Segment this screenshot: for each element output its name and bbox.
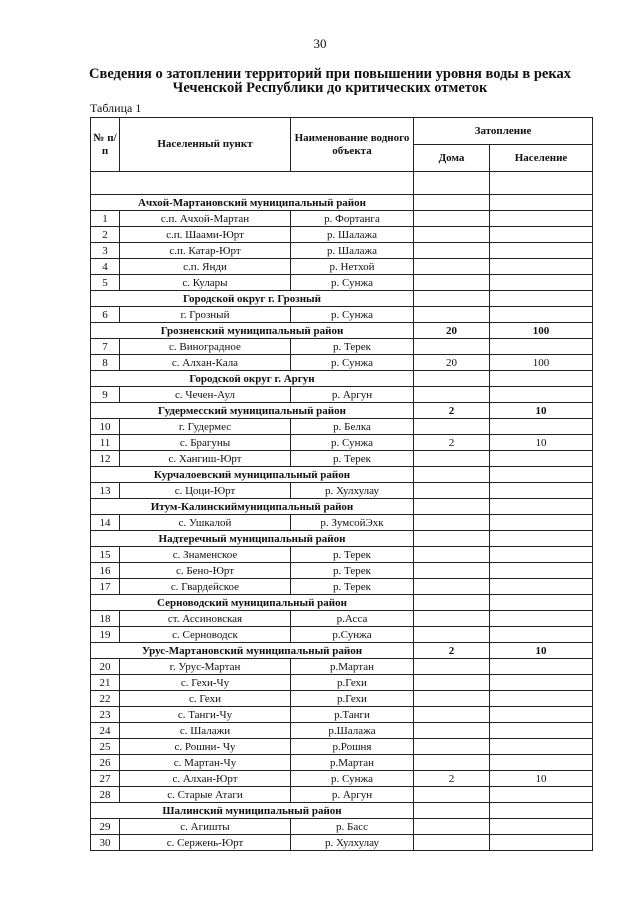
row-number: 19: [91, 627, 120, 643]
population-cell: [490, 419, 593, 435]
district-name: Серноводский муниципальный район: [91, 595, 414, 611]
water-object-cell: р. Нетхой: [291, 259, 414, 275]
houses-cell: [414, 195, 490, 211]
table-row: [91, 579, 593, 595]
table-row: [91, 307, 593, 323]
houses-cell: [414, 275, 490, 291]
population-cell: 100: [490, 323, 593, 339]
water-object-cell: р.Асса: [291, 611, 414, 627]
houses-cell: [414, 691, 490, 707]
population-cell: [490, 563, 593, 579]
houses-cell: [414, 483, 490, 499]
row-number: 8: [91, 355, 120, 371]
water-object-cell: р.Сунжа: [291, 627, 414, 643]
houses-cell: [414, 739, 490, 755]
row-number: 28: [91, 787, 120, 803]
district-name: Гудермесский муниципальный район: [91, 403, 414, 419]
table-body: [91, 172, 593, 851]
district-row: [91, 291, 593, 307]
district-row: [91, 643, 593, 659]
row-number: 26: [91, 755, 120, 771]
water-object-cell: р. Сунжа: [291, 435, 414, 451]
houses-cell: [414, 467, 490, 483]
settlement-cell: с. Гвардейское: [120, 579, 291, 595]
population-cell: [490, 579, 593, 595]
water-object-cell: р. Сунжа: [291, 355, 414, 371]
water-object-cell: р. Терек: [291, 451, 414, 467]
population-cell: [490, 291, 593, 307]
water-object-cell: р. Сунжа: [291, 307, 414, 323]
population-cell: 10: [490, 643, 593, 659]
settlement-cell: с. Знаменское: [120, 547, 291, 563]
table-row: [91, 707, 593, 723]
water-object-cell: р.Мартан: [291, 659, 414, 675]
row-number: 18: [91, 611, 120, 627]
water-object-cell: р.Гехи: [291, 691, 414, 707]
row-number: 20: [91, 659, 120, 675]
row-number: 3: [91, 243, 120, 259]
population-cell: [490, 707, 593, 723]
houses-cell: [414, 659, 490, 675]
table-row: [91, 435, 593, 451]
houses-cell: [414, 499, 490, 515]
houses-cell: [414, 387, 490, 403]
settlement-cell: ст. Ассиновская: [120, 611, 291, 627]
population-cell: [490, 275, 593, 291]
houses-cell: [414, 227, 490, 243]
water-object-cell: р. Сунжа: [291, 771, 414, 787]
population-cell: 10: [490, 403, 593, 419]
water-object-cell: р. Белка: [291, 419, 414, 435]
houses-cell: [414, 547, 490, 563]
row-number: 7: [91, 339, 120, 355]
water-object-cell: р. ЗумсойЭхк: [291, 515, 414, 531]
title-line-1: Сведения о затоплении территорий при повышении уровня воды в реках: [89, 66, 571, 82]
row-number: 15: [91, 547, 120, 563]
water-object-cell: р.Танги: [291, 707, 414, 723]
settlement-cell: с. Серноводск: [120, 627, 291, 643]
table-row: [91, 627, 593, 643]
district-row: [91, 595, 593, 611]
houses-cell: 2: [414, 403, 490, 419]
district-row: [91, 403, 593, 419]
document-title: [60, 67, 600, 95]
row-number: 1: [91, 211, 120, 227]
settlement-cell: с. Хангиш-Юрт: [120, 451, 291, 467]
water-object-cell: р. Басс: [291, 819, 414, 835]
table-row: [91, 259, 593, 275]
population-cell: [490, 259, 593, 275]
population-cell: [490, 739, 593, 755]
row-number: 25: [91, 739, 120, 755]
district-row: [91, 371, 593, 387]
settlement-cell: с.п. Шаами-Юрт: [120, 227, 291, 243]
district-name: Урус-Мартановский муниципальный район: [91, 643, 414, 659]
table-row: [91, 835, 593, 851]
houses-cell: [414, 675, 490, 691]
population-cell: [490, 547, 593, 563]
settlement-cell: с. Рошни- Чу: [120, 739, 291, 755]
settlement-cell: с. Сержень-Юрт: [120, 835, 291, 851]
table-row: [91, 819, 593, 835]
water-object-cell: р. Аргун: [291, 387, 414, 403]
settlement-cell: с.п. Янди: [120, 259, 291, 275]
table-row: [91, 691, 593, 707]
spacer-cell: [490, 172, 593, 195]
table-row: [91, 563, 593, 579]
row-number: 17: [91, 579, 120, 595]
water-object-cell: р. Терек: [291, 579, 414, 595]
table-row: [91, 515, 593, 531]
table-row: [91, 451, 593, 467]
table-row: [91, 483, 593, 499]
population-cell: [490, 451, 593, 467]
population-cell: [490, 499, 593, 515]
water-object-cell: р.Гехи: [291, 675, 414, 691]
row-number: 2: [91, 227, 120, 243]
table-row: [91, 275, 593, 291]
water-object-cell: р. Шалажа: [291, 243, 414, 259]
population-cell: 10: [490, 771, 593, 787]
water-object-cell: р.Рошня: [291, 739, 414, 755]
table-row: [91, 227, 593, 243]
district-name: Надтеречный муниципальный район: [91, 531, 414, 547]
houses-cell: [414, 451, 490, 467]
houses-cell: [414, 755, 490, 771]
houses-cell: [414, 259, 490, 275]
water-object-cell: р. Шалажа: [291, 227, 414, 243]
settlement-cell: с. Виноградное: [120, 339, 291, 355]
settlement-cell: с. Гехи-Чу: [120, 675, 291, 691]
settlement-cell: с. Старые Атаги: [120, 787, 291, 803]
population-cell: 100: [490, 355, 593, 371]
district-row: [91, 803, 593, 819]
houses-cell: 20: [414, 323, 490, 339]
population-cell: 10: [490, 435, 593, 451]
table-row: [91, 675, 593, 691]
settlement-cell: с.п. Катар-Юрт: [120, 243, 291, 259]
settlement-cell: с. Танги-Чу: [120, 707, 291, 723]
table-row: [91, 211, 593, 227]
houses-cell: [414, 515, 490, 531]
population-cell: [490, 483, 593, 499]
settlement-cell: с. Шалажи: [120, 723, 291, 739]
table-row: [91, 355, 593, 371]
population-cell: [490, 627, 593, 643]
spacer-row: [91, 172, 593, 195]
houses-cell: [414, 419, 490, 435]
houses-cell: [414, 563, 490, 579]
district-row: [91, 531, 593, 547]
population-cell: [490, 755, 593, 771]
population-cell: [490, 339, 593, 355]
row-number: 14: [91, 515, 120, 531]
district-row: [91, 195, 593, 211]
header-water-object: Наименование водного объекта: [291, 118, 414, 172]
population-cell: [490, 659, 593, 675]
houses-cell: [414, 579, 490, 595]
population-cell: [490, 691, 593, 707]
row-number: 16: [91, 563, 120, 579]
houses-cell: [414, 819, 490, 835]
houses-cell: [414, 307, 490, 323]
settlement-cell: с. Чечен-Аул: [120, 387, 291, 403]
population-cell: [490, 611, 593, 627]
row-number: 9: [91, 387, 120, 403]
settlement-cell: с.п. Ачхой-Мартан: [120, 211, 291, 227]
population-cell: [490, 243, 593, 259]
settlement-cell: г. Урус-Мартан: [120, 659, 291, 675]
table-row: [91, 787, 593, 803]
row-number: 22: [91, 691, 120, 707]
water-object-cell: р.Мартан: [291, 755, 414, 771]
houses-cell: [414, 243, 490, 259]
settlement-cell: г. Грозный: [120, 307, 291, 323]
flooding-table: [90, 117, 593, 851]
row-number: 6: [91, 307, 120, 323]
houses-cell: [414, 371, 490, 387]
table-label: Таблица 1: [90, 101, 142, 115]
houses-cell: 2: [414, 771, 490, 787]
row-number: 23: [91, 707, 120, 723]
population-cell: [490, 819, 593, 835]
district-name: Итум-Калинскиймуниципальный район: [91, 499, 414, 515]
row-number: 12: [91, 451, 120, 467]
table-row: [91, 547, 593, 563]
header-settlement: Населенный пункт: [120, 118, 291, 172]
header-population: Население: [490, 145, 593, 172]
row-number: 29: [91, 819, 120, 835]
houses-cell: [414, 707, 490, 723]
row-number: 30: [91, 835, 120, 851]
houses-cell: 2: [414, 435, 490, 451]
district-name: Грозненский муниципальный район: [91, 323, 414, 339]
houses-cell: [414, 531, 490, 547]
district-name: Шалинский муниципальный район: [91, 803, 414, 819]
water-object-cell: р. Хулхулау: [291, 483, 414, 499]
houses-cell: [414, 835, 490, 851]
page-number: 30: [313, 36, 327, 51]
houses-cell: 20: [414, 355, 490, 371]
population-cell: [490, 531, 593, 547]
water-object-cell: р. Хулхулау: [291, 835, 414, 851]
houses-cell: [414, 291, 490, 307]
population-cell: [490, 227, 593, 243]
spacer-cell: [414, 172, 490, 195]
header-num: № п/п: [91, 118, 120, 172]
houses-cell: [414, 787, 490, 803]
district-name: Курчалоевский муниципальный район: [91, 467, 414, 483]
population-cell: [490, 835, 593, 851]
row-number: 24: [91, 723, 120, 739]
houses-cell: [414, 595, 490, 611]
district-row: [91, 323, 593, 339]
population-cell: [490, 211, 593, 227]
table-row: [91, 243, 593, 259]
settlement-cell: с. Ушкалой: [120, 515, 291, 531]
district-row: [91, 467, 593, 483]
district-name: Ачхой-Мартановский муниципальный район: [91, 195, 414, 211]
water-object-cell: р. Терек: [291, 547, 414, 563]
settlement-cell: с. Гехи: [120, 691, 291, 707]
water-object-cell: р. Фортанга: [291, 211, 414, 227]
population-cell: [490, 195, 593, 211]
houses-cell: [414, 611, 490, 627]
population-cell: [490, 595, 593, 611]
population-cell: [490, 387, 593, 403]
water-object-cell: р. Терек: [291, 339, 414, 355]
settlement-cell: с. Брагуны: [120, 435, 291, 451]
row-number: 21: [91, 675, 120, 691]
water-object-cell: р.Шалажа: [291, 723, 414, 739]
table-row: [91, 339, 593, 355]
settlement-cell: с. Алхан-Юрт: [120, 771, 291, 787]
title-line-2: Чеченской Республики до критических отметок: [172, 80, 488, 96]
houses-cell: 2: [414, 643, 490, 659]
row-number: 10: [91, 419, 120, 435]
table-row: [91, 723, 593, 739]
houses-cell: [414, 211, 490, 227]
district-name: Городской округ г. Грозный: [91, 291, 414, 307]
table-row: [91, 387, 593, 403]
houses-cell: [414, 339, 490, 355]
table-row: [91, 739, 593, 755]
population-cell: [490, 787, 593, 803]
houses-cell: [414, 627, 490, 643]
population-cell: [490, 307, 593, 323]
spacer-cell: [91, 172, 414, 195]
row-number: 5: [91, 275, 120, 291]
table-row: [91, 771, 593, 787]
settlement-cell: с. Агишты: [120, 819, 291, 835]
settlement-cell: с. Кулары: [120, 275, 291, 291]
population-cell: [490, 371, 593, 387]
district-row: [91, 499, 593, 515]
population-cell: [490, 803, 593, 819]
settlement-cell: с. Алхан-Кала: [120, 355, 291, 371]
population-cell: [490, 723, 593, 739]
population-cell: [490, 515, 593, 531]
row-number: 4: [91, 259, 120, 275]
header-flooding: Затопление: [414, 118, 593, 145]
table-row: [91, 611, 593, 627]
population-cell: [490, 467, 593, 483]
population-cell: [490, 675, 593, 691]
row-number: 11: [91, 435, 120, 451]
row-number: 27: [91, 771, 120, 787]
water-object-cell: р. Терек: [291, 563, 414, 579]
settlement-cell: с. Цоци-Юрт: [120, 483, 291, 499]
district-name: Городской округ г. Аргун: [91, 371, 414, 387]
header-houses: Дома: [414, 145, 490, 172]
settlement-cell: с. Бено-Юрт: [120, 563, 291, 579]
table-row: [91, 659, 593, 675]
settlement-cell: с. Мартан-Чу: [120, 755, 291, 771]
row-number: 13: [91, 483, 120, 499]
water-object-cell: р. Сунжа: [291, 275, 414, 291]
settlement-cell: г. Гудермес: [120, 419, 291, 435]
houses-cell: [414, 723, 490, 739]
water-object-cell: р. Аргун: [291, 787, 414, 803]
table-row: [91, 419, 593, 435]
houses-cell: [414, 803, 490, 819]
table-row: [91, 755, 593, 771]
